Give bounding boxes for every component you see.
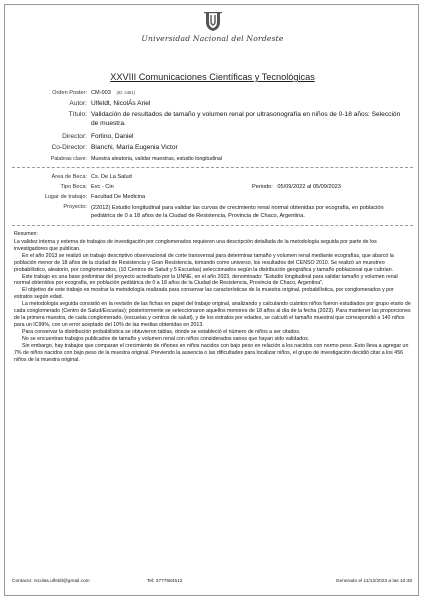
summary-paragraph: Este trabajo es una base preliminar del proyecto acreditado por la UNNE, en el año 2023, denominado: "Estudio longitudinal para validar tamaño y volumen renal normal obtenidos por ecografía, en población pediátrica de 0 a 18 años de la Ciudad de Resistencia, Provincia de Chaco, Argentina".: [14, 273, 398, 287]
periodo-value: 05/09/2022 al 05/09/2023: [277, 184, 341, 190]
lugar-trabajo-label: Lugar de trabajo:: [44, 194, 87, 200]
director-label: Director:: [62, 133, 87, 140]
orden-poster-label: Orden Poster:: [52, 90, 87, 96]
event-title: XXVIII Comunicaciones Científicas y Tecnológicas: [110, 72, 315, 82]
proyecto-value: (22012) Estudio longitudinal para validar las curvas de crecimiento renal normal obtenidas por ecografía, en población pediátrica de 0 a 18 años de la Ciudad de Resistencia, Provincia de Chaco, Argentina.: [91, 205, 384, 220]
separator-mid: [12, 225, 413, 226]
institution-logo: [5, 11, 420, 43]
page-footer: [5, 579, 420, 589]
university-emblem-icon: [201, 11, 225, 33]
co-director-value: Bianchi, María Eugenia Victor: [91, 144, 178, 151]
director-value: Forlino, Daniel: [91, 133, 134, 140]
document-page: [4, 4, 419, 596]
proyecto-label: Proyecto:: [63, 204, 87, 210]
area-beca-label: Área de Beca:: [51, 174, 87, 180]
tipo-beca-label: Tipo Beca:: [60, 184, 87, 190]
poster-id: (ID: 2481): [116, 90, 136, 95]
summary-paragraph: La validez interna y externa de trabajos de investigación por conglomerados requieren una descripción detallada de la metodología seguida por parte de los investigadores que publican.: [14, 238, 377, 252]
summary-section: [14, 231, 412, 364]
summary-paragraph: El objetivo de este trabajo es mostrar la metodología realizada para conservar las características de la muestra original, probabilística, por conglomerados y por estratos según edad.: [14, 287, 394, 301]
summary-paragraph: No se encuentran trabajos publicados de tamaño y volumen renal con niños considerados sanos que hayan sido validados.: [22, 335, 310, 342]
footer-phone: Tel: 3777684512: [147, 579, 183, 584]
tipo-beca-value: Evc - Cin: [91, 184, 114, 190]
titulo-label: Título:: [68, 111, 87, 118]
footer-contact: Contacto: nicolas.ulfeldt@gmail.com: [12, 579, 90, 584]
institution-name: Universidad Nacional del Nordeste: [141, 34, 284, 43]
periodo: [252, 184, 341, 191]
autor-label: Autor:: [69, 100, 87, 107]
summary-paragraph: Sin embargo, hay trabajos que comparan el crecimiento de riñones en niños nacidos con bajo peso en relación a los nacidos con normo peso. Esto lleva a agregar un 7% de niños nacidos con bajo peso de la muestra original. Previendo la ausencia o las dificultades para localizar niños, el grupo de investigación decidió citar a los 456 niños de la muestra original.: [14, 342, 409, 363]
separator-top: [12, 167, 413, 168]
palabras-clave-label: Palabras clave:: [50, 156, 87, 162]
summary-paragraph: La metodología seguida consistió en la revisión de las fichas en papel del trabajo original, analizando y calculando cuántos niños fueron estudiados por grupo etario de cada conglomerado (Centro de Salud/Escuelas); posteriormente se seleccionaron aquellos menores de 18 años al día de la fecha (2023). Para mantener las proporciones de la primera muestra, de cada conglomerado, (escuelas y centros de salud), y de los estratos por edades, se calculó el tamaño muestral que correspondió a 140 niños para un IC99%, con un error aceptado del 10% de las medias obtenidas en 2013.: [14, 301, 411, 328]
periodo-label: Periodo:: [252, 184, 273, 190]
lugar-trabajo-value: Facultad De Medicina: [91, 194, 146, 200]
palabras-clave-value: Muestra aleatoria, validar muestras, estudio longitudinal: [91, 156, 223, 162]
summary-paragraph: Para conservar la distribución probabilística se obtuvieron tablas, donde se estableció el número de niños a ser citados.: [22, 328, 301, 335]
autor-value: Ulfeldt, NicolÁs Ariel: [91, 100, 151, 107]
orden-poster-value: CM-003: [91, 90, 111, 96]
summary-heading: Resumen:: [14, 231, 38, 237]
summary-paragraph: En el año 2013 se realizó un trabajo descriptivo observacional de corte transversal para determinar tamaño y volumen renal mediante ecografías, que abarcó la población menor de 18 años de la ciudad de Resistencia y Gran Resistencia, tomando como universo, los resultados del CENSO 2010. Se realizó un muestreo probabilístico, aleatorio, por conglomerados, (10 Centros de Salud y 5 Escuelas) seleccionados según la distribución geográfica y tamaño poblacional que cubrían.: [14, 252, 394, 273]
co-director-label: Co-Director:: [51, 144, 87, 151]
titulo-value: Validación de resultados de tamaño y volumen renal por ultrasonografía en niños de 0-18 años: Selección de muestra.: [91, 111, 401, 127]
area-beca-value: Cs. De La Salud: [91, 174, 132, 180]
footer-generated: Generado el 11/12/2023 a las 10:48: [335, 579, 412, 584]
